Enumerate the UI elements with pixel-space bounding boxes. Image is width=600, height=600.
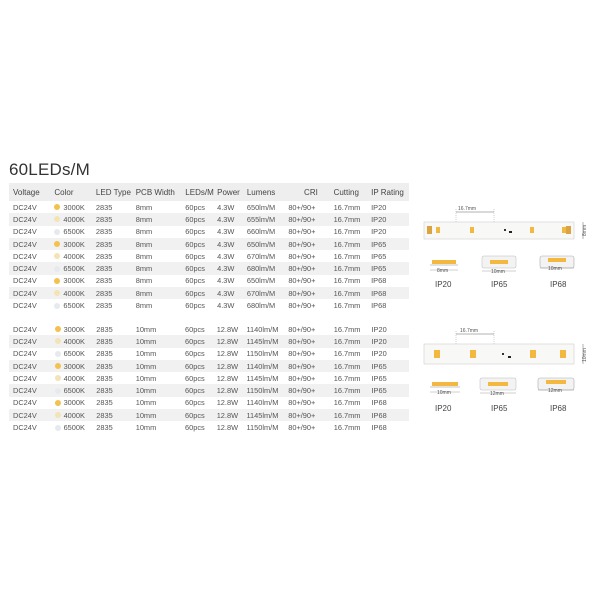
- color-temp-label: 4000K: [63, 336, 85, 346]
- cell-cri: 80+/90+: [288, 335, 334, 347]
- cell-power: 12.8W: [217, 348, 247, 360]
- color-swatch-icon: [54, 241, 60, 247]
- cell-led-type: 2835: [96, 372, 135, 384]
- cell-power: 4.3W: [217, 226, 247, 238]
- cell-lumens: 660lm/M: [247, 226, 288, 238]
- cell-cutting: 16.7mm: [334, 226, 372, 238]
- cell-ip-rating: IP68: [371, 287, 409, 299]
- cell-lumens: 680lm/M: [247, 299, 288, 311]
- cell-ip-rating: IP68: [371, 409, 409, 421]
- cell-ip-rating: IP20: [371, 348, 409, 360]
- strip-width-label: 10mm: [582, 348, 588, 362]
- table-row: [9, 238, 409, 250]
- cell-color: [55, 348, 97, 360]
- cell-lumens: 1150lm/M: [246, 421, 288, 433]
- table-row: [9, 360, 409, 372]
- color-temp-label: 4000K: [63, 373, 85, 383]
- cell-cri: 80+/90+: [288, 299, 333, 311]
- cell-cri: 80+/90+: [288, 287, 333, 299]
- cell-color: [54, 250, 96, 262]
- table-row: [9, 226, 409, 238]
- color-temp-label: 6500K: [63, 301, 85, 311]
- cell-cutting: 16.7mm: [334, 397, 372, 409]
- cell-cri: 80+/90+: [288, 421, 334, 433]
- cell-voltage: DC24V: [9, 238, 54, 250]
- cell-led-type: 2835: [96, 397, 135, 409]
- profile-ip65: [482, 256, 516, 289]
- color-temp-label: 4000K: [63, 214, 85, 224]
- cell-voltage: DC24V: [9, 397, 55, 409]
- cut-length-dimension: [456, 328, 494, 344]
- cell-lumens: 655lm/M: [247, 213, 288, 225]
- cell-cutting: 16.7mm: [334, 250, 372, 262]
- profile-ip65: [480, 378, 516, 413]
- color-swatch-icon: [55, 388, 61, 394]
- cell-pcb-width: 8mm: [136, 275, 186, 287]
- col-cri: CRI: [288, 183, 333, 201]
- cell-voltage: DC24V: [9, 421, 55, 433]
- table-row: [9, 372, 409, 384]
- cell-color: [54, 238, 96, 250]
- cell-leds-per-m: 60pcs: [185, 213, 217, 225]
- cell-ip-rating: IP65: [371, 238, 409, 250]
- cell-power: 4.3W: [217, 238, 247, 250]
- cell-voltage: DC24V: [9, 384, 55, 396]
- cell-leds-per-m: 60pcs: [185, 348, 217, 360]
- strip-width-label: 8mm: [582, 224, 588, 236]
- cell-color: [55, 384, 97, 396]
- cell-color: [54, 299, 96, 311]
- cell-voltage: DC24V: [9, 409, 55, 421]
- strip-diagram-8mm: [418, 200, 598, 300]
- cell-voltage: DC24V: [9, 226, 54, 238]
- cut-length-label: 16.7mm: [460, 328, 479, 334]
- cell-leds-per-m: 60pcs: [185, 372, 217, 384]
- cell-lumens: 650lm/M: [247, 275, 288, 287]
- table-row: [9, 384, 409, 396]
- table-row: [9, 275, 409, 287]
- color-swatch-icon: [55, 400, 61, 406]
- cell-color: [55, 360, 97, 372]
- table-row: [9, 213, 409, 225]
- color-swatch-icon: [54, 266, 60, 272]
- col-cutting: Cutting: [334, 183, 372, 201]
- cell-color: [55, 335, 97, 347]
- color-temp-label: 3000K: [63, 324, 85, 334]
- table-row: [9, 335, 409, 347]
- cell-led-type: 2835: [96, 360, 135, 372]
- cell-led-type: 2835: [96, 409, 135, 421]
- color-temp-label: 3000K: [63, 361, 85, 371]
- strip-width-dimension: [582, 222, 588, 239]
- cell-cutting: 16.7mm: [334, 409, 372, 421]
- cell-cri: 80+/90+: [288, 226, 333, 238]
- spec-table-8mm: [9, 183, 409, 312]
- cell-pcb-width: 8mm: [136, 226, 186, 238]
- cell-voltage: DC24V: [9, 287, 54, 299]
- cell-ip-rating: IP20: [371, 213, 409, 225]
- cell-ip-rating: IP68: [371, 275, 409, 287]
- cell-lumens: 680lm/M: [247, 262, 288, 274]
- cell-power: 4.3W: [217, 262, 247, 274]
- cell-leds-per-m: 60pcs: [185, 397, 217, 409]
- cell-pcb-width: 10mm: [136, 348, 185, 360]
- cell-lumens: 1140lm/M: [246, 360, 288, 372]
- ip65-width-label: 10mm: [491, 269, 505, 275]
- cell-pcb-width: 8mm: [136, 238, 186, 250]
- led-strip: [424, 222, 574, 239]
- cell-leds-per-m: 60pcs: [185, 262, 217, 274]
- cell-led-type: 2835: [96, 201, 136, 213]
- cell-lumens: 650lm/M: [247, 201, 288, 213]
- cell-voltage: DC24V: [9, 213, 54, 225]
- col-color: Color: [54, 183, 96, 201]
- cut-length-label: 16.7mm: [458, 206, 477, 212]
- cell-pcb-width: 10mm: [136, 397, 185, 409]
- cell-color: [55, 397, 97, 409]
- strip-diagram-10mm: [418, 326, 598, 416]
- cell-cri: 80+/90+: [288, 250, 333, 262]
- color-swatch-icon: [55, 351, 61, 357]
- color-temp-label: 6500K: [63, 227, 85, 237]
- cell-led-type: 2835: [96, 335, 135, 347]
- cell-power: 12.8W: [217, 421, 247, 433]
- table-row: [9, 287, 409, 299]
- color-swatch-icon: [54, 290, 60, 296]
- cell-cutting: 16.7mm: [334, 238, 372, 250]
- color-swatch-icon: [55, 363, 61, 369]
- cell-pcb-width: 8mm: [136, 299, 186, 311]
- cell-leds-per-m: 60pcs: [185, 250, 217, 262]
- cell-color: [55, 323, 97, 335]
- cell-pcb-width: 10mm: [136, 384, 185, 396]
- cell-cri: 80+/90+: [288, 372, 334, 384]
- cell-lumens: 1150lm/M: [246, 348, 288, 360]
- cell-ip-rating: IP65: [371, 372, 409, 384]
- color-temp-label: 6500K: [63, 349, 85, 359]
- profile-ip68: [538, 378, 574, 413]
- cell-color: [54, 262, 96, 274]
- cell-cri: 80+/90+: [288, 384, 334, 396]
- cell-cri: 80+/90+: [288, 323, 334, 335]
- color-temp-label: 4000K: [63, 251, 85, 261]
- cell-pcb-width: 10mm: [136, 421, 185, 433]
- color-swatch-icon: [55, 326, 61, 332]
- cell-pcb-width: 8mm: [136, 213, 186, 225]
- color-swatch-icon: [55, 338, 61, 344]
- cell-cutting: 16.7mm: [334, 335, 372, 347]
- cell-leds-per-m: 60pcs: [185, 201, 217, 213]
- color-temp-label: 3000K: [63, 239, 85, 249]
- color-swatch-icon: [54, 278, 60, 284]
- cell-pcb-width: 10mm: [136, 335, 185, 347]
- cell-power: 12.8W: [217, 397, 247, 409]
- table-row: [9, 323, 409, 335]
- cell-cutting: 16.7mm: [334, 287, 372, 299]
- cell-ip-rating: IP65: [371, 360, 409, 372]
- cell-power: 12.8W: [217, 335, 247, 347]
- cell-lumens: 1140lm/M: [246, 397, 288, 409]
- cell-led-type: 2835: [96, 348, 135, 360]
- col-power: Power: [217, 183, 247, 201]
- table-row: [9, 299, 409, 311]
- ip20-label: IP20: [435, 404, 452, 413]
- cell-power: 12.8W: [217, 409, 247, 421]
- color-swatch-icon: [54, 303, 60, 309]
- cell-cri: 80+/90+: [288, 409, 334, 421]
- cell-power: 12.8W: [217, 372, 247, 384]
- cell-color: [55, 421, 97, 433]
- cell-ip-rating: IP65: [371, 262, 409, 274]
- color-swatch-icon: [54, 204, 60, 210]
- color-swatch-icon: [54, 253, 60, 259]
- cell-pcb-width: 10mm: [136, 372, 185, 384]
- table-row: [9, 348, 409, 360]
- color-swatch-icon: [55, 375, 61, 381]
- color-temp-label: 4000K: [63, 288, 85, 298]
- cell-voltage: DC24V: [9, 348, 55, 360]
- profile-ip20: [430, 382, 460, 413]
- cell-pcb-width: 10mm: [136, 409, 185, 421]
- cell-pcb-width: 8mm: [136, 250, 186, 262]
- cell-leds-per-m: 60pcs: [185, 226, 217, 238]
- color-swatch-icon: [54, 229, 60, 235]
- col-lumens: Lumens: [247, 183, 288, 201]
- cell-cutting: 16.7mm: [334, 201, 372, 213]
- color-swatch-icon: [54, 216, 60, 222]
- color-temp-label: 6500K: [63, 423, 85, 433]
- cell-cutting: 16.7mm: [334, 372, 372, 384]
- cell-leds-per-m: 60pcs: [185, 323, 217, 335]
- cell-lumens: 670lm/M: [247, 250, 288, 262]
- cell-cutting: 16.7mm: [334, 213, 372, 225]
- cell-lumens: 1145lm/M: [246, 372, 288, 384]
- color-temp-label: 6500K: [63, 386, 85, 396]
- cell-power: 4.3W: [217, 201, 247, 213]
- cell-led-type: 2835: [96, 275, 136, 287]
- cell-voltage: DC24V: [9, 372, 55, 384]
- table-row: [9, 250, 409, 262]
- cell-voltage: DC24V: [9, 201, 54, 213]
- cell-ip-rating: IP20: [371, 201, 409, 213]
- cell-color: [54, 226, 96, 238]
- cell-leds-per-m: 60pcs: [185, 299, 217, 311]
- cell-cutting: 16.7mm: [334, 348, 372, 360]
- cell-leds-per-m: 60pcs: [185, 238, 217, 250]
- cell-voltage: DC24V: [9, 323, 55, 335]
- cell-voltage: DC24V: [9, 360, 55, 372]
- cell-lumens: 1140lm/M: [246, 323, 288, 335]
- cell-color: [55, 372, 97, 384]
- cell-pcb-width: 8mm: [136, 262, 186, 274]
- ip20-label: IP20: [435, 280, 452, 289]
- cell-color: [55, 409, 97, 421]
- cell-leds-per-m: 60pcs: [185, 421, 217, 433]
- cell-power: 12.8W: [217, 360, 247, 372]
- cell-ip-rating: IP20: [371, 335, 409, 347]
- cell-voltage: DC24V: [9, 299, 54, 311]
- cell-led-type: 2835: [96, 238, 136, 250]
- table-row: [9, 397, 409, 409]
- cell-cutting: 16.7mm: [334, 275, 372, 287]
- cell-lumens: 650lm/M: [247, 238, 288, 250]
- cell-ip-rating: IP65: [371, 250, 409, 262]
- ip20-width-label: 10mm: [437, 390, 451, 396]
- cell-voltage: DC24V: [9, 262, 54, 274]
- cell-leds-per-m: 60pcs: [185, 360, 217, 372]
- cell-ip-rating: IP68: [371, 299, 409, 311]
- cell-power: 4.3W: [217, 275, 247, 287]
- cell-color: [54, 287, 96, 299]
- cell-color: [54, 201, 96, 213]
- cell-ip-rating: IP20: [371, 226, 409, 238]
- table-row: [9, 262, 409, 274]
- profile-ip20: [430, 260, 458, 289]
- cell-ip-rating: IP65: [371, 384, 409, 396]
- col-pcb-width: PCB Width: [136, 183, 186, 201]
- cell-led-type: 2835: [96, 226, 136, 238]
- ip65-width-label: 12mm: [490, 391, 504, 397]
- col-ip-rating: IP Rating: [371, 183, 409, 201]
- color-temp-label: 4000K: [63, 410, 85, 420]
- spec-table-10mm: [9, 323, 409, 434]
- cell-lumens: 1145lm/M: [246, 409, 288, 421]
- col-led-type: LED Type: [96, 183, 136, 201]
- cell-lumens: 670lm/M: [247, 287, 288, 299]
- cell-color: [54, 213, 96, 225]
- cell-leds-per-m: 60pcs: [185, 275, 217, 287]
- ip20-width-label: 8mm: [437, 268, 449, 274]
- cell-led-type: 2835: [96, 287, 136, 299]
- cell-led-type: 2835: [96, 213, 136, 225]
- led-strip: [424, 344, 574, 364]
- color-temp-label: 6500K: [63, 264, 85, 274]
- cell-cutting: 16.7mm: [334, 299, 372, 311]
- cell-ip-rating: IP68: [371, 397, 409, 409]
- ip65-label: IP65: [491, 404, 508, 413]
- cell-lumens: 1145lm/M: [246, 335, 288, 347]
- cell-cri: 80+/90+: [288, 201, 333, 213]
- cell-cutting: 16.7mm: [334, 384, 372, 396]
- table-row: [9, 201, 409, 213]
- cell-leds-per-m: 60pcs: [185, 335, 217, 347]
- cell-cri: 80+/90+: [288, 348, 334, 360]
- cell-lumens: 1150lm/M: [246, 384, 288, 396]
- cell-leds-per-m: 60pcs: [185, 287, 217, 299]
- profile-ip68: [540, 256, 574, 289]
- cell-cutting: 16.7mm: [334, 421, 372, 433]
- cell-led-type: 2835: [96, 421, 135, 433]
- cell-led-type: 2835: [96, 323, 135, 335]
- page-title: 60LEDs/M: [9, 160, 90, 179]
- table-row: [9, 409, 409, 421]
- cell-pcb-width: 8mm: [136, 287, 186, 299]
- cell-power: 12.8W: [217, 323, 247, 335]
- cell-led-type: 2835: [96, 299, 136, 311]
- cell-pcb-width: 10mm: [136, 360, 185, 372]
- cell-cri: 80+/90+: [288, 238, 333, 250]
- cell-cri: 80+/90+: [288, 262, 333, 274]
- cell-ip-rating: IP68: [371, 421, 409, 433]
- cell-pcb-width: 8mm: [136, 201, 186, 213]
- cell-cri: 80+/90+: [288, 213, 333, 225]
- color-swatch-icon: [55, 425, 61, 431]
- cell-cri: 80+/90+: [288, 397, 334, 409]
- ip68-width-label: 10mm: [548, 266, 562, 272]
- col-leds-per-m: LEDs/M: [185, 183, 217, 201]
- cell-ip-rating: IP20: [371, 323, 409, 335]
- table-header-row: [9, 183, 409, 201]
- color-temp-label: 3000K: [63, 276, 85, 286]
- cell-led-type: 2835: [96, 262, 136, 274]
- cell-power: 4.3W: [217, 287, 247, 299]
- cell-color: [54, 275, 96, 287]
- cell-pcb-width: 10mm: [136, 323, 185, 335]
- ip65-label: IP65: [491, 280, 508, 289]
- cell-cri: 80+/90+: [288, 275, 333, 287]
- cell-power: 4.3W: [217, 299, 247, 311]
- cell-cri: 80+/90+: [288, 360, 334, 372]
- cell-cutting: 16.7mm: [334, 262, 372, 274]
- cell-power: 4.3W: [217, 213, 247, 225]
- cell-led-type: 2835: [96, 250, 136, 262]
- table-row: [9, 421, 409, 433]
- cell-voltage: DC24V: [9, 275, 54, 287]
- cell-cutting: 16.7mm: [334, 360, 372, 372]
- color-temp-label: 3000K: [63, 202, 85, 212]
- strip-width-dimension: [582, 344, 588, 364]
- cell-voltage: DC24V: [9, 335, 55, 347]
- cell-power: 12.8W: [217, 384, 247, 396]
- ip68-label: IP68: [550, 404, 567, 413]
- cell-power: 4.3W: [217, 250, 247, 262]
- cell-cutting: 16.7mm: [334, 323, 372, 335]
- ip68-width-label: 12mm: [548, 388, 562, 394]
- cell-voltage: DC24V: [9, 250, 54, 262]
- color-swatch-icon: [55, 412, 61, 418]
- cell-leds-per-m: 60pcs: [185, 409, 217, 421]
- cell-led-type: 2835: [96, 384, 135, 396]
- color-temp-label: 3000K: [63, 398, 85, 408]
- ip68-label: IP68: [550, 280, 567, 289]
- cell-leds-per-m: 60pcs: [185, 384, 217, 396]
- col-voltage: Voltage: [9, 183, 54, 201]
